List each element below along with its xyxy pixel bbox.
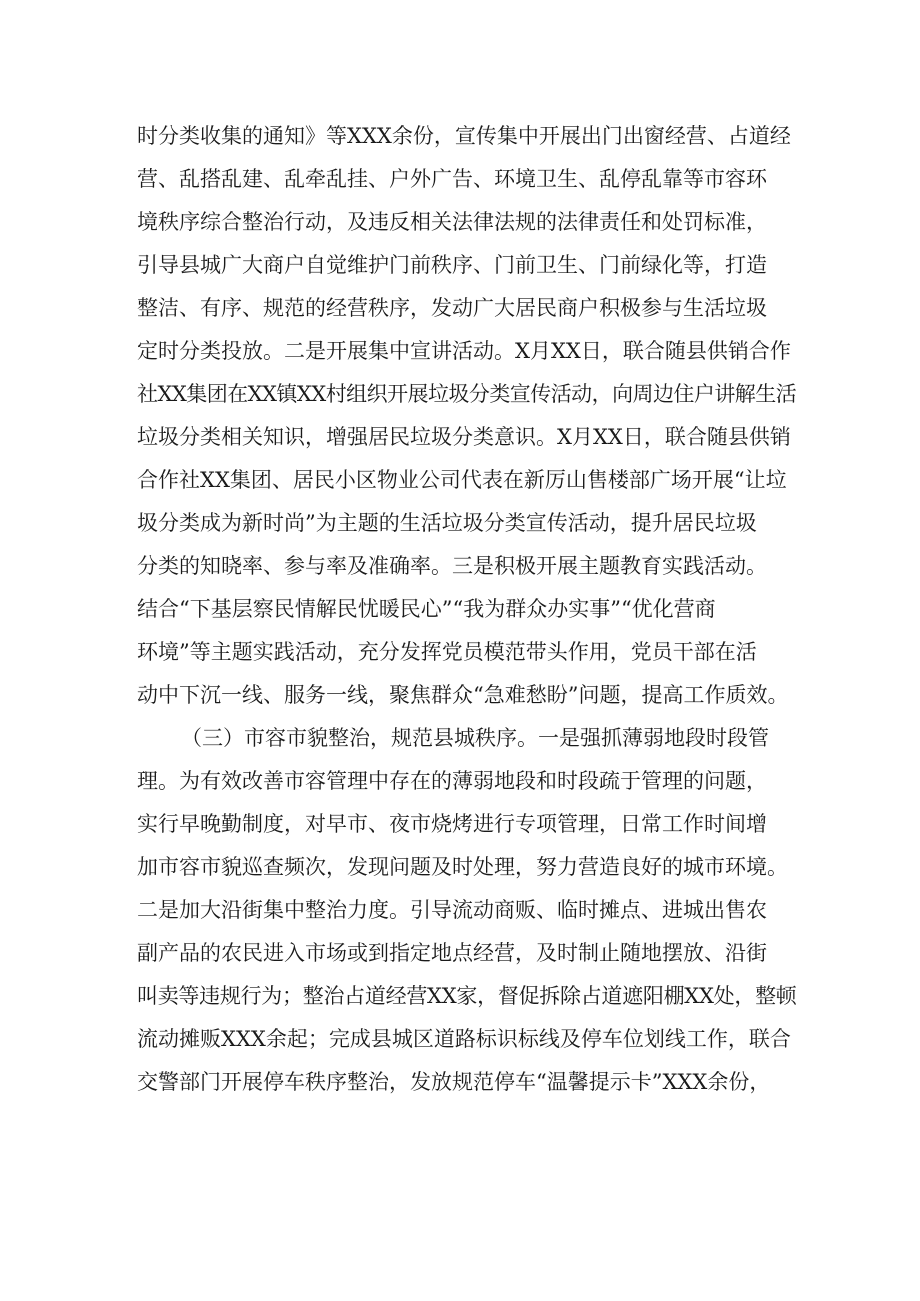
- text-line: 整洁、有序、规范的经营秩序，发动广大居民商户积极参与生活垃圾: [137, 296, 767, 320]
- text-line: 营、乱搭乱建、乱牵乱挂、户外广告、环境卫生、乱停乱靠等市容环: [137, 167, 767, 191]
- text-line: 境秩序综合整治行动，及违反相关法律法规的法律责任和处罚标准，: [137, 210, 767, 234]
- text-line: 垃圾分类相关知识，增强居民垃圾分类意识。X月XX日，联合随县供销: [137, 425, 791, 449]
- text-line: 结合“下基层察民情解民忧暖民心”“我为群众办实事”“优化营商: [137, 597, 716, 621]
- text-line: 实行早晚勤制度，对早市、夜市烧烤进行专项管理，日常工作时间增: [137, 812, 767, 836]
- text-line: 圾分类成为新时尚”为主题的生活垃圾分类宣传活动，提升居民垃圾: [137, 511, 757, 535]
- text-line: 交警部门开展停车秩序整治，发放规范停车“温馨提示卡”XXX余份，: [137, 1070, 771, 1094]
- text-line: 二是加大沿街集中整治力度。引导流动商贩、临时摊点、进城出售农: [137, 898, 767, 922]
- text-line: 分类的知晓率、参与率及准确率。三是积极开展主题教育实践活动。: [137, 554, 767, 578]
- text-line: 时分类收集的通知》等XXX余份，宣传集中开展出门出窗经营、占道经: [137, 124, 791, 148]
- text-line: 加市容市貌巡查频次，发现问题及时处理，努力营造良好的城市环境。: [137, 855, 788, 879]
- text-line: 引导县城广大商户自觉维护门前秩序、门前卫生、门前绿化等，打造: [137, 253, 767, 277]
- text-line: 社XX集团在XX镇XX村组织开展垃圾分类宣传活动，向周边住户讲解生活: [137, 382, 797, 406]
- text-line: 动中下沉一线、服务一线，聚焦群众“急难愁盼”问题，提高工作质效。: [137, 683, 789, 707]
- text-line: 定时分类投放。二是开展集中宣讲活动。X月XX日，联合随县供销合作: [137, 339, 791, 363]
- text-line: 合作社XX集团、居民小区物业公司代表在新厉山售楼部广场开展“让垃: [137, 468, 787, 492]
- text-line: 环境”等主题实践活动，充分发挥党员模范带头作用，党员干部在活: [137, 640, 757, 664]
- text-line: 叫卖等违规行为；整治占道经营XX家，督促拆除占道遮阳棚XX处，整顿: [137, 984, 797, 1008]
- text-line: 流动摊贩XXX余起；完成县城区道路标识标线及停车位划线工作，联合: [137, 1027, 791, 1051]
- text-line: 副产品的农民进入市场或到指定地点经营，及时制止随地摆放、沿街: [137, 941, 767, 965]
- section-heading-line: （三）市容市貌整治，规范县城秩序。一是强抓薄弱地段时段管: [181, 726, 769, 750]
- text-line: 理。为有效改善市容管理中存在的薄弱地段和时段疏于管理的问题，: [137, 769, 767, 793]
